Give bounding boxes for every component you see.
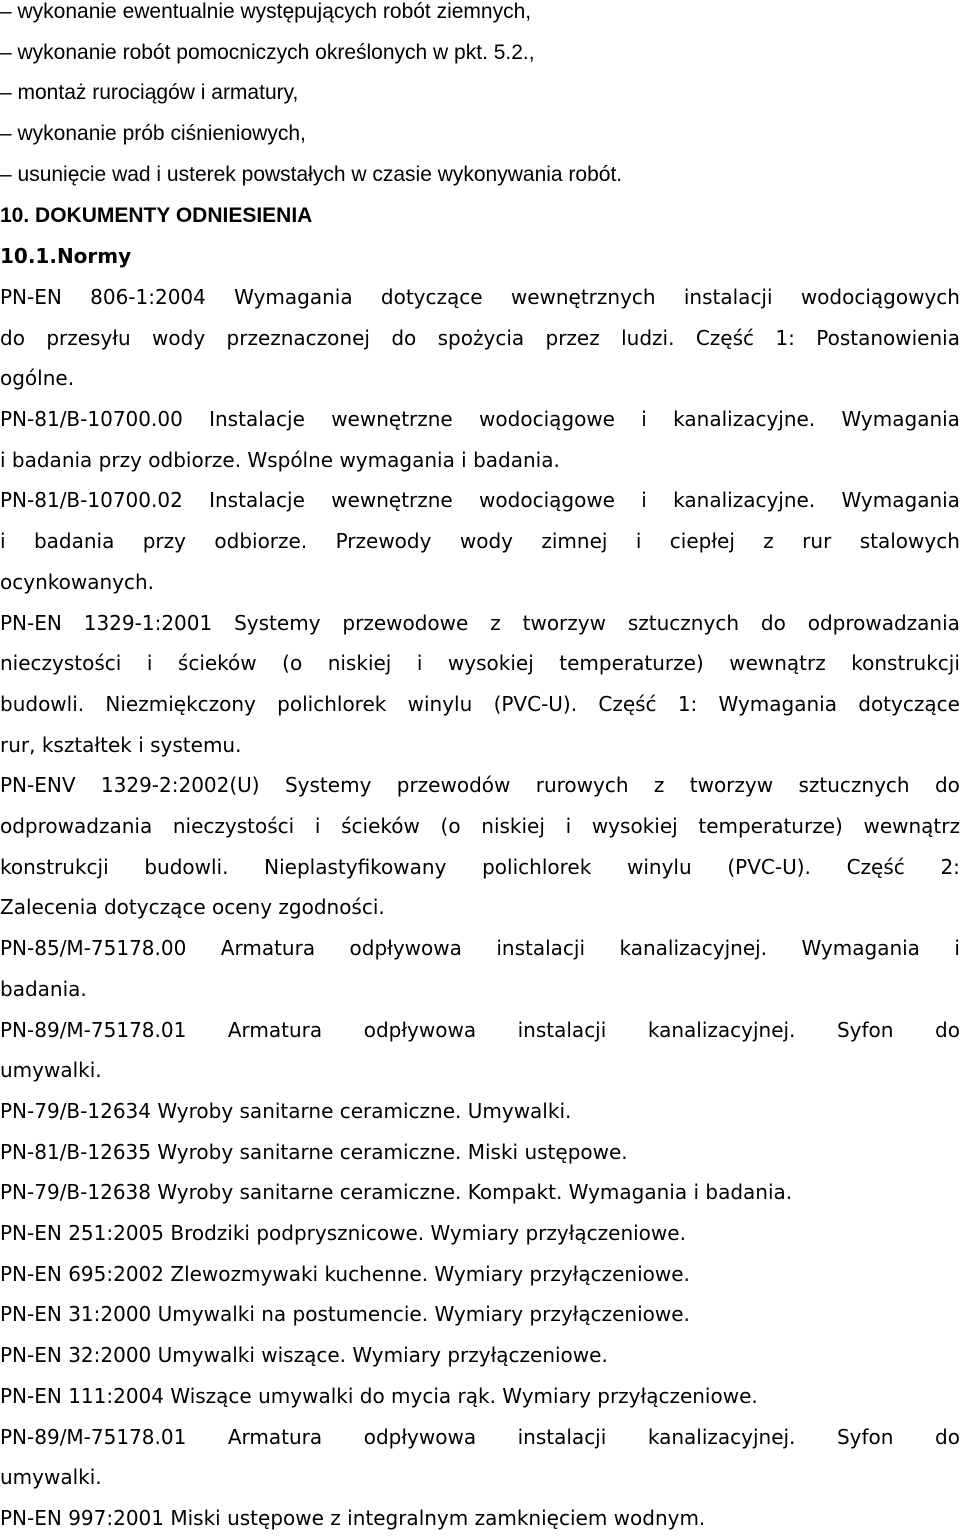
work-scope-item: – wykonanie robót pomocniczych określonych w pkt. 5.2., <box>0 40 535 64</box>
norm-text-line: PN-89/M-75178.01 Armatura odpływowa instalacji kanalizacyjnej. Syfon do <box>0 1017 960 1042</box>
section-title: 10. DOKUMENTY ODNIESIENIA <box>0 203 313 227</box>
work-scope-item: – wykonanie prób ciśnieniowych, <box>0 122 306 146</box>
norm-text-line: PN-81/B-10700.02 Instalacje wewnętrzne wodociągowe i kanalizacyjne. Wymagania <box>0 488 960 513</box>
norm-text-line: PN-ENV 1329-2:2002(U) Systemy przewodów rurowych z tworzyw sztucznych do <box>0 773 960 798</box>
norm-text-line: PN-EN 32:2000 Umywalki wiszące. Wymiary przyłączeniowe. <box>0 1343 608 1368</box>
norm-text-line: ogólne. <box>0 366 75 391</box>
norm-text-line: PN-EN 695:2002 Zlewozmywaki kuchenne. Wymiary przyłączeniowe. <box>0 1261 690 1286</box>
norm-text-line: nieczystości i ścieków (o niskiej i wysokiej temperaturze) wewnątrz konstrukcji <box>0 651 960 676</box>
work-scope-item: – usunięcie wad i usterek powstałych w czasie wykonywania robót. <box>0 162 623 186</box>
norm-text-line: PN-EN 1329-1:2001 Systemy przewodowe z tworzyw sztucznych do odprowadzania <box>0 610 960 635</box>
norm-text-line: PN-81/B-10700.00 Instalacje wewnętrzne wodociągowe i kanalizacyjne. Wymagania <box>0 407 960 431</box>
norm-text-line: PN-81/B-12635 Wyroby sanitarne ceramiczne. Miski ustępowe. <box>0 1139 628 1164</box>
work-scope-item: – wykonanie ewentualnie występujących robót ziemnych, <box>0 0 532 23</box>
norm-text-line: budowli. Niezmiękczony polichlorek winylu (PVC-U). Część 1: Wymagania dotyczące <box>0 691 960 716</box>
norm-text-line: PN-EN 31:2000 Umywalki na postumencie. Wymiary przyłączeniowe. <box>0 1302 690 1327</box>
norm-text-line: i badania przy odbiorze. Wspólne wymagania i badania. <box>0 447 560 472</box>
norm-text-line: PN-89/M-75178.01 Armatura odpływowa instalacji kanalizacyjnej. Syfon do <box>0 1424 960 1449</box>
norm-text-line: Zalecenia dotyczące oceny zgodności. <box>0 895 385 920</box>
subsection-title: 10.1.Normy <box>0 244 132 269</box>
norm-text-line: PN-85/M-75178.00 Armatura odpływowa instalacji kanalizacyjnej. Wymagania i <box>0 936 960 961</box>
norm-text-line: umywalki. <box>0 1058 102 1083</box>
norm-text-line: i badania przy odbiorze. Przewody wody zimnej i ciepłej z rur stalowych <box>0 529 960 554</box>
norm-text-line: odprowadzania nieczystości i ścieków (o niskiej i wysokiej temperaturze) wewnątrz <box>0 814 960 838</box>
norm-text-line: badania. <box>0 976 87 1001</box>
norm-text-line: konstrukcji budowli. Nieplastyfikowany polichlorek winylu (PVC-U). Część 2: <box>0 854 960 879</box>
norm-text-line: umywalki. <box>0 1465 102 1490</box>
norm-text-line: PN-79/B-12638 Wyroby sanitarne ceramiczne. Kompakt. Wymagania i badania. <box>0 1180 793 1205</box>
norm-text-line: ocynkowanych. <box>0 569 155 594</box>
norm-text-line: PN-EN 111:2004 Wiszące umywalki do mycia rąk. Wymiary przyłączeniowe. <box>0 1383 758 1408</box>
norm-text-line: PN-79/B-12634 Wyroby sanitarne ceramiczne. Umywalki. <box>0 1098 572 1123</box>
norm-text-line: do przesyłu wody przeznaczonej do spożycia przez ludzi. Część 1: Postanowienia <box>0 325 960 350</box>
norm-text-line: PN-EN 997:2001 Miski ustępowe z integralnym zamknięciem wodnym. <box>0 1505 706 1530</box>
work-scope-item: – montaż rurociągów i armatury, <box>0 81 299 105</box>
norm-text-line: PN-EN 251:2005 Brodziki podprysznicowe. Wymiary przyłączeniowe. <box>0 1221 686 1245</box>
norm-text-line: rur, kształtek i systemu. <box>0 732 242 757</box>
norm-text-line: PN-EN 806-1:2004 Wymagania dotyczące wewnętrznych instalacji wodociągowych <box>0 284 960 309</box>
